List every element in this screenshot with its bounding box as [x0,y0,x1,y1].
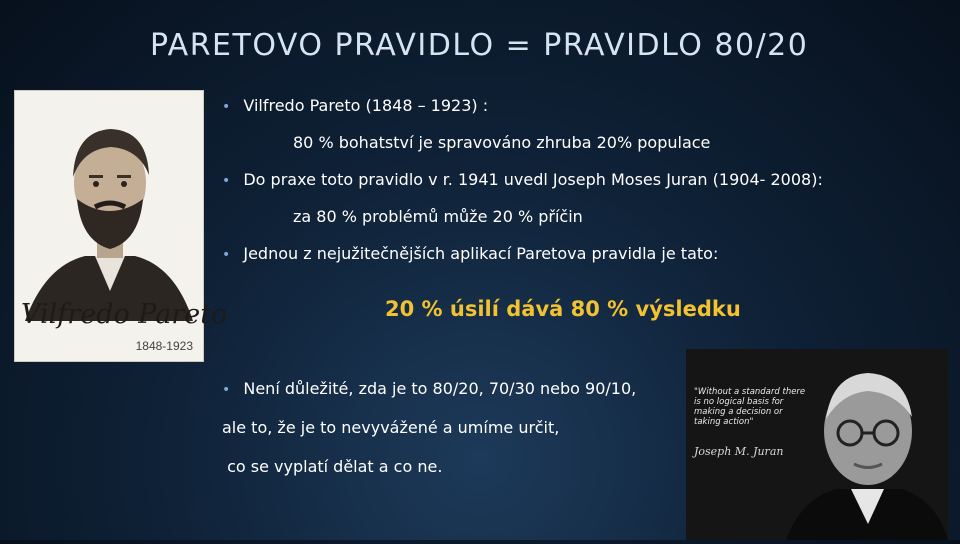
juran-portrait [686,349,948,540]
text-line-1-text: Vilfredo Pareto (1848 – 1923) : [243,96,489,115]
bottom-line-3: co se vyplatí dělat a co ne. [222,457,443,476]
bottom-line-1 [222,379,636,398]
text-line-4: za 80 % problémů může 20 % příčin [293,207,583,226]
text-line-2: 80 % bohatství je spravováno zhruba 20% populace [293,133,711,152]
bottom-line-2: ale to, že je to nevyvážené a umíme určit, [222,418,560,437]
pareto-years: 1848-1923 [135,339,193,353]
juran-quote: "Without a standard there is no logical basis for making a decision or taking action" [694,387,806,427]
pareto-signature: Vilfredo Pareto [21,299,228,330]
highlight-text: 20 % úsilí dává 80 % výsledku [385,297,741,321]
text-line-5 [222,244,718,263]
text-line-3-text: Do praxe toto pravidlo v r. 1941 uvedl Joseph Moses Juran (1904- 2008): [243,170,823,189]
text-line-5-text: Jednou z nejužitečnějších aplikací Paretova pravidla je tato: [243,244,719,263]
bottom-line-1-text: Není důležité, zda je to 80/20, 70/30 nebo 90/10, [243,379,637,398]
juran-signature: Joseph M. Juran [694,445,784,458]
text-line-1 [222,96,488,115]
pareto-portrait [14,90,228,362]
slide-title: PARETOVO PRAVIDLO = PRAVIDLO 80/20 [150,28,809,63]
text-line-3 [222,170,823,189]
